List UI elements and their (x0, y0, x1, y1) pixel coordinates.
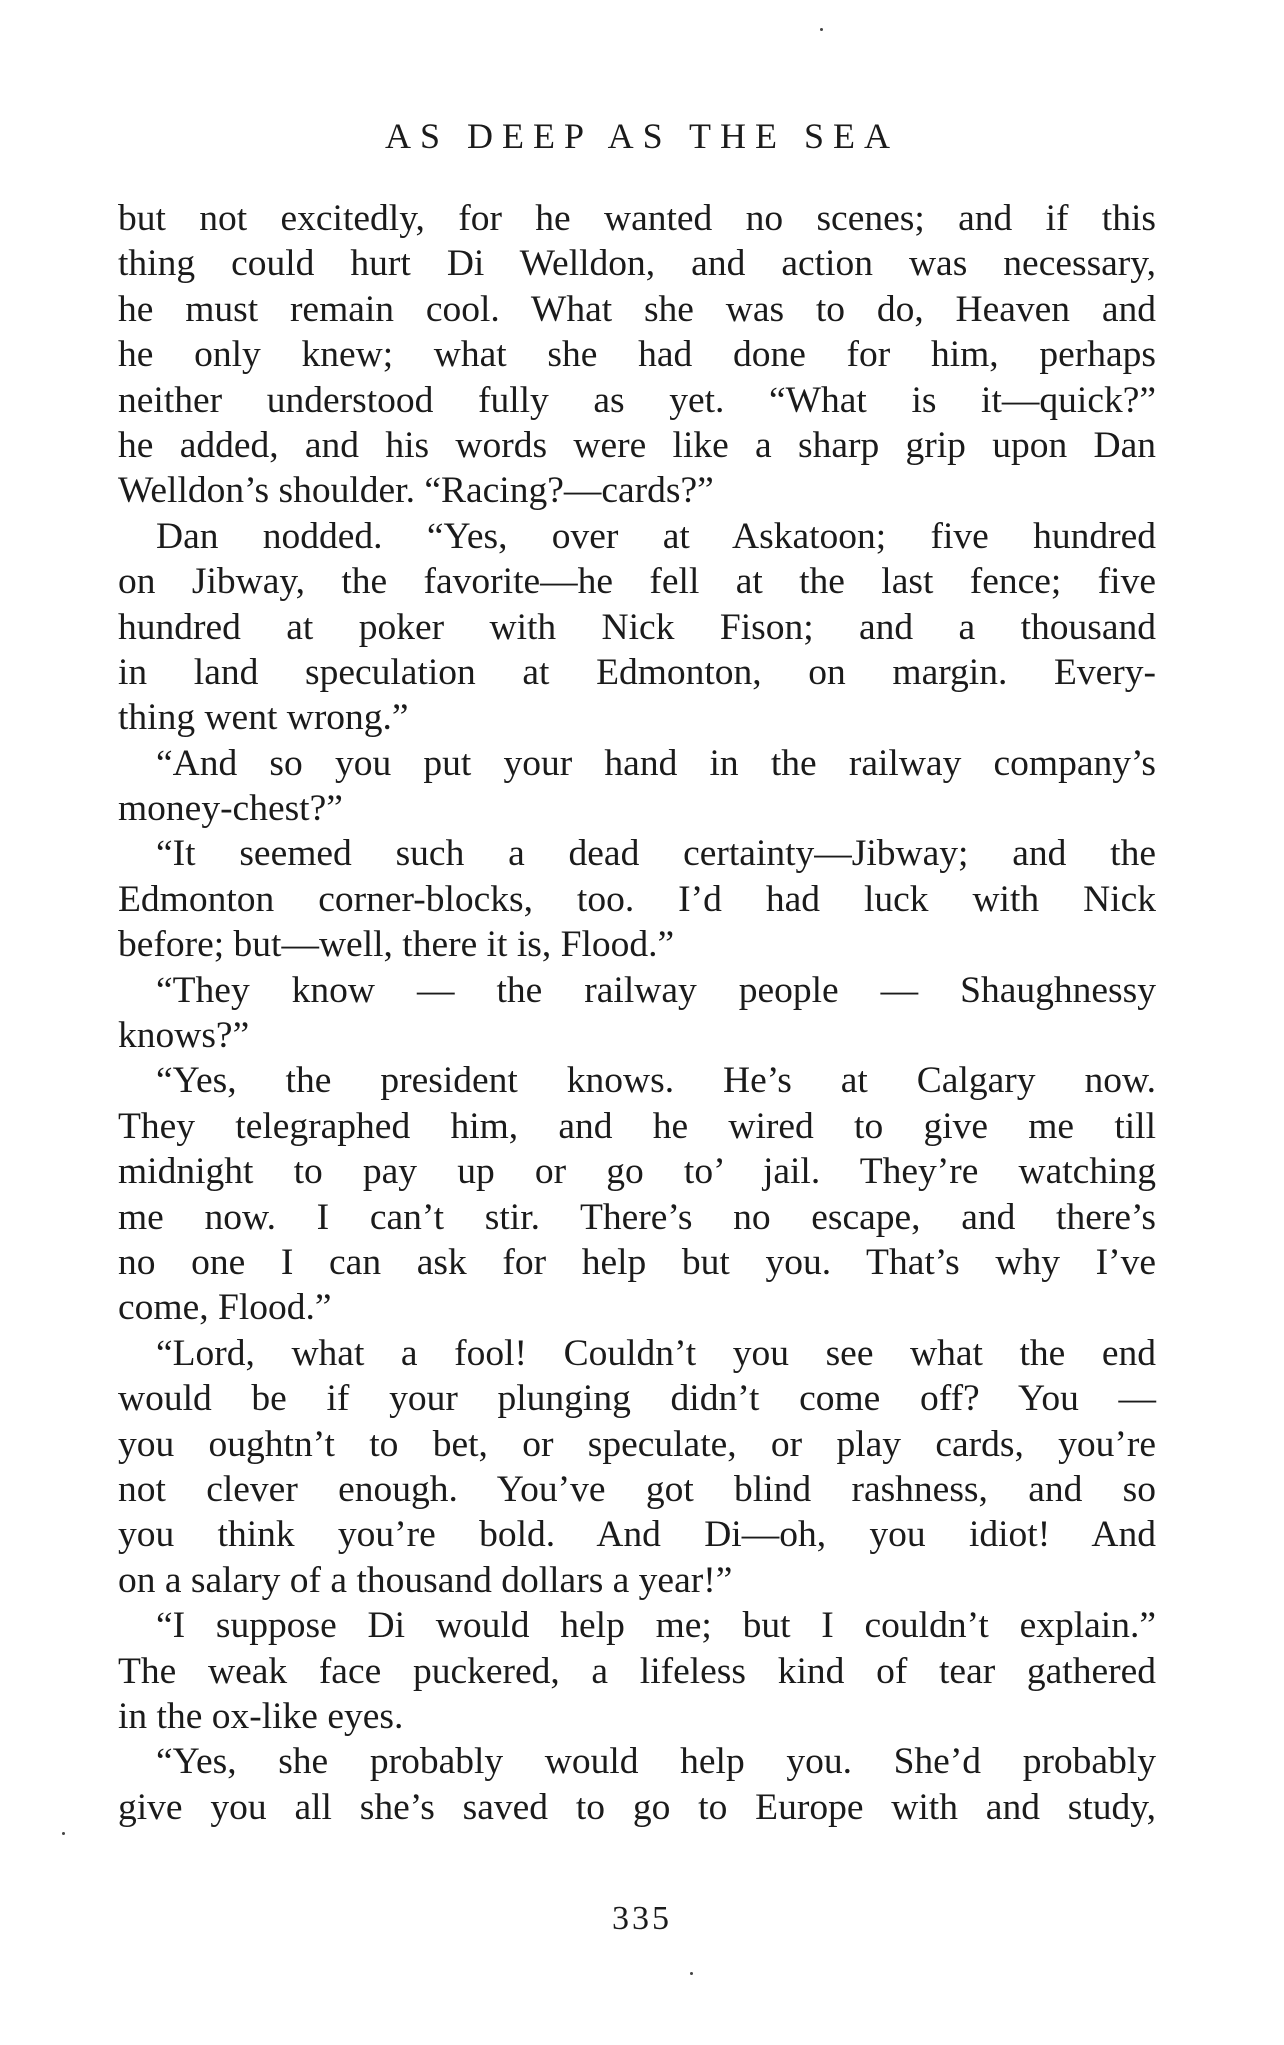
text-line: “Yes, the president knows. He’s at Calgary now. (156, 1060, 1156, 1102)
text-line: he added, and his words were like a sharp grip upon Dan (118, 424, 1156, 466)
text-line: knows?” (118, 1015, 250, 1057)
text-line: They telegraphed him, and he wired to give me till (118, 1105, 1156, 1147)
paper-speck (62, 1832, 65, 1835)
text-line: thing went wrong.” (118, 697, 409, 739)
text-line: in land speculation at Edmonton, on margin. Every- (118, 651, 1156, 693)
text-line: “Yes, she probably would help you. She’d probably (156, 1741, 1156, 1783)
text-line: Dan nodded. “Yes, over at Askatoon; five hundred (156, 515, 1156, 557)
text-line: me now. I can’t stir. There’s no escape, and there’s (118, 1196, 1156, 1238)
text-line: come, Flood.” (118, 1287, 332, 1329)
text-line: on Jibway, the favorite—he fell at the last fence; five (118, 561, 1156, 603)
text-line: on a salary of a thousand dollars a year!” (118, 1559, 733, 1601)
text-line: “It seemed such a dead certainty—Jibway; and the (156, 833, 1156, 875)
text-line: he only knew; what she had done for him, perhaps (118, 334, 1156, 376)
text-line: “And so you put your hand in the railway company’s (156, 742, 1156, 784)
text-line: hundred at poker with Nick Fison; and a thousand (118, 606, 1156, 648)
paper-speck (690, 1972, 693, 1975)
text-line: you think you’re bold. And Di—oh, you idiot! And (118, 1514, 1156, 1556)
text-line: “I suppose Di would help me; but I couldn’t explain.” (156, 1605, 1156, 1647)
paper-speck (820, 28, 823, 31)
text-line: “Lord, what a fool! Couldn’t you see what the end (156, 1332, 1156, 1374)
body-text (118, 196, 1156, 1830)
text-line: but not excitedly, for he wanted no scenes; and if this (118, 198, 1156, 239)
text-line: before; but—well, there it is, Flood.” (118, 924, 675, 966)
page-number: 335 (612, 1900, 672, 1937)
text-line: he must remain cool. What she was to do, Heaven and (118, 288, 1156, 330)
text-line: no one I can ask for help but you. That’s why I’ve (118, 1241, 1156, 1283)
text-line: you oughtn’t to bet, or speculate, or play cards, you’re (118, 1423, 1156, 1465)
text-line: The weak face puckered, a lifeless kind of tear gathered (118, 1650, 1156, 1692)
text-line: Welldon’s shoulder. “Racing?—cards?” (118, 470, 714, 512)
text-line: thing could hurt Di Welldon, and action was necessary, (118, 243, 1156, 285)
text-line: in the ox-like eyes. (118, 1695, 404, 1737)
text-line: Edmonton corner-blocks, too. I’d had luck with Nick (118, 878, 1156, 920)
text-line: give you all she’s saved to go to Europe with and study, (118, 1786, 1156, 1828)
running-head: AS DEEP AS THE SEA (384, 116, 900, 156)
text-line: neither understood fully as yet. “What is it—quick?” (118, 379, 1156, 421)
text-line: “They know — the railway people — Shaughnessy (156, 969, 1156, 1011)
text-line: would be if your plunging didn’t come off? You — (118, 1378, 1156, 1420)
text-line: midnight to pay up or go to’ jail. They’re watching (118, 1151, 1156, 1193)
text-line: not clever enough. You’ve got blind rashness, and so (118, 1468, 1156, 1510)
text-line: money-chest?” (118, 788, 343, 830)
